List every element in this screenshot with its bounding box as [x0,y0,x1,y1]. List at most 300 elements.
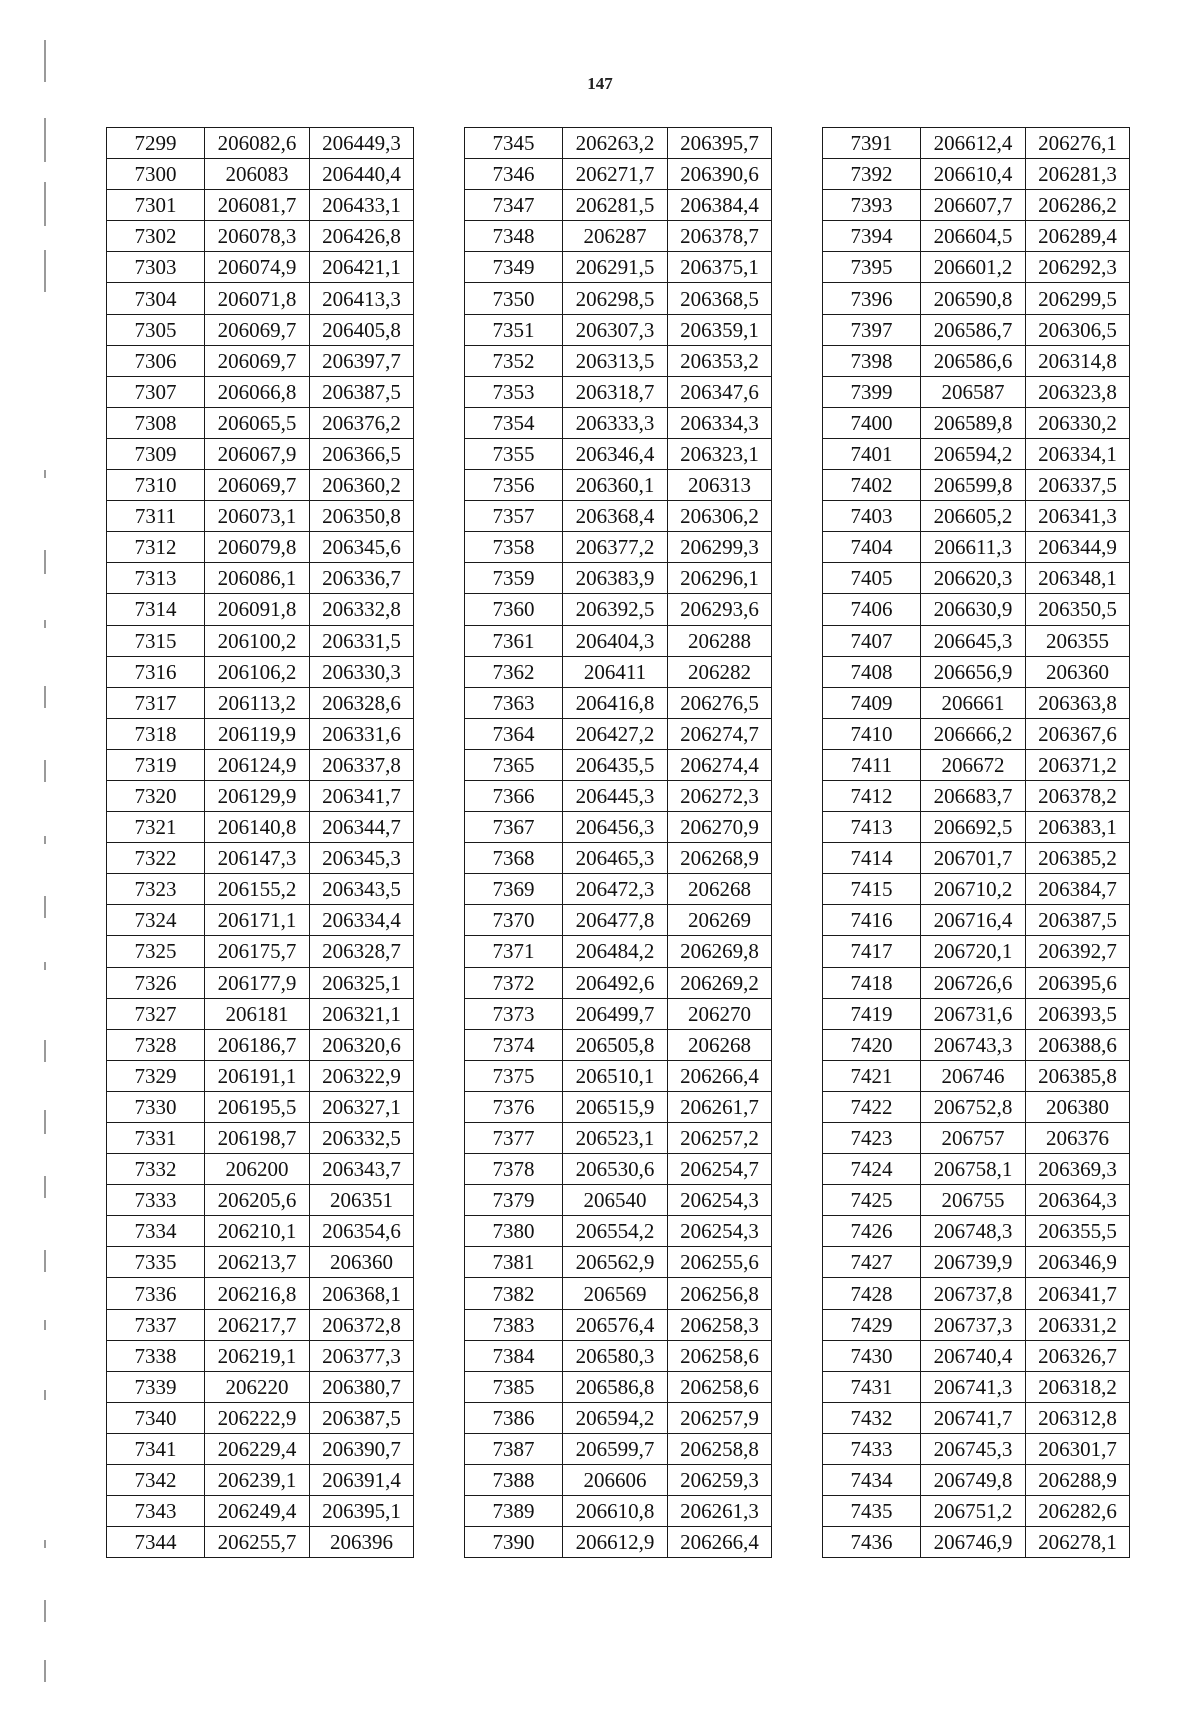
y-coordinate-cell: 206380,7 [310,1371,414,1402]
y-coordinate-cell: 206346,9 [1026,1247,1130,1278]
point-number-cell: 7355 [465,438,563,469]
table-row [107,221,414,252]
table-row [107,283,414,314]
y-coordinate-cell: 206341,3 [1026,501,1130,532]
point-number-cell: 7318 [107,718,205,749]
table-row [107,1278,414,1309]
point-number-cell: 7425 [823,1185,921,1216]
point-number-cell: 7340 [107,1402,205,1433]
y-coordinate-cell: 206396 [310,1527,414,1558]
x-coordinate-cell: 206580,3 [563,1340,668,1371]
x-coordinate-cell: 206213,7 [205,1247,310,1278]
point-number-cell: 7398 [823,345,921,376]
point-number-cell: 7314 [107,594,205,625]
table-row [465,1527,772,1558]
x-coordinate-cell: 206271,7 [563,159,668,190]
point-number-cell: 7335 [107,1247,205,1278]
y-coordinate-cell: 206321,1 [310,998,414,1029]
x-coordinate-cell: 206726,6 [921,967,1026,998]
x-coordinate-cell: 206106,2 [205,656,310,687]
table-row [823,314,1130,345]
point-number-cell: 7424 [823,1154,921,1185]
x-coordinate-cell: 206748,3 [921,1216,1026,1247]
table-row [107,1340,414,1371]
table-row [107,998,414,1029]
point-number-cell: 7328 [107,1029,205,1060]
table-row [823,780,1130,811]
table-row [107,252,414,283]
x-coordinate-cell: 206612,4 [921,128,1026,159]
point-number-cell: 7388 [465,1465,563,1496]
table-row [823,874,1130,905]
x-coordinate-cell: 206175,7 [205,936,310,967]
table-row [465,812,772,843]
y-coordinate-cell: 206395,1 [310,1496,414,1527]
y-coordinate-cell: 206332,5 [310,1123,414,1154]
x-coordinate-cell: 206216,8 [205,1278,310,1309]
x-coordinate-cell: 206071,8 [205,283,310,314]
y-coordinate-cell: 206268 [668,874,772,905]
table-row [107,314,414,345]
y-coordinate-cell: 206334,3 [668,407,772,438]
x-coordinate-cell: 206499,7 [563,998,668,1029]
y-coordinate-cell: 206270,9 [668,812,772,843]
y-coordinate-cell: 206350,8 [310,501,414,532]
table-row [465,159,772,190]
point-number-cell: 7371 [465,936,563,967]
x-coordinate-cell: 206392,5 [563,594,668,625]
x-coordinate-cell: 206191,1 [205,1060,310,1091]
y-coordinate-cell: 206286,2 [1026,190,1130,221]
y-coordinate-cell: 206372,8 [310,1309,414,1340]
y-coordinate-cell: 206355,5 [1026,1216,1130,1247]
x-coordinate-cell: 206586,8 [563,1371,668,1402]
y-coordinate-cell: 206334,4 [310,905,414,936]
table-row [823,625,1130,656]
table-row [107,1371,414,1402]
y-coordinate-cell: 206337,8 [310,749,414,780]
y-coordinate-cell: 206257,9 [668,1402,772,1433]
y-coordinate-cell: 206292,3 [1026,252,1130,283]
table-row [465,532,772,563]
x-coordinate-cell: 206505,8 [563,1029,668,1060]
table-row [465,998,772,1029]
x-coordinate-cell: 206086,1 [205,563,310,594]
y-coordinate-cell: 206269 [668,905,772,936]
y-coordinate-cell: 206375,1 [668,252,772,283]
table-row [107,1123,414,1154]
x-coordinate-cell: 206177,9 [205,967,310,998]
point-number-cell: 7389 [465,1496,563,1527]
y-coordinate-cell: 206282,6 [1026,1496,1130,1527]
x-coordinate-cell: 206113,2 [205,687,310,718]
point-number-cell: 7320 [107,780,205,811]
y-coordinate-cell: 206344,9 [1026,532,1130,563]
point-number-cell: 7394 [823,221,921,252]
table-row [823,594,1130,625]
point-number-cell: 7434 [823,1465,921,1496]
table-row [823,843,1130,874]
point-number-cell: 7373 [465,998,563,1029]
point-number-cell: 7357 [465,501,563,532]
y-coordinate-cell: 206322,9 [310,1060,414,1091]
point-number-cell: 7304 [107,283,205,314]
point-number-cell: 7378 [465,1154,563,1185]
table-row [465,563,772,594]
coordinates-table-2 [464,127,772,1558]
x-coordinate-cell: 206594,2 [921,438,1026,469]
y-coordinate-cell: 206318,2 [1026,1371,1130,1402]
point-number-cell: 7310 [107,470,205,501]
table-row [107,1496,414,1527]
table-row [823,470,1130,501]
point-number-cell: 7313 [107,563,205,594]
table-row [823,1060,1130,1091]
y-coordinate-cell: 206392,7 [1026,936,1130,967]
y-coordinate-cell: 206387,5 [310,376,414,407]
table-row [823,1154,1130,1185]
table-row [465,594,772,625]
table-row [465,905,772,936]
y-coordinate-cell: 206385,2 [1026,843,1130,874]
point-number-cell: 7370 [465,905,563,936]
y-coordinate-cell: 206384,4 [668,190,772,221]
x-coordinate-cell: 206219,1 [205,1340,310,1371]
x-coordinate-cell: 206477,8 [563,905,668,936]
table-row [465,314,772,345]
table-row [465,936,772,967]
point-number-cell: 7381 [465,1247,563,1278]
x-coordinate-cell: 206427,2 [563,718,668,749]
x-coordinate-cell: 206377,2 [563,532,668,563]
point-number-cell: 7432 [823,1402,921,1433]
y-coordinate-cell: 206385,8 [1026,1060,1130,1091]
table-row [107,345,414,376]
y-coordinate-cell: 206269,8 [668,936,772,967]
coordinates-table-1 [106,127,414,1558]
x-coordinate-cell: 206720,1 [921,936,1026,967]
x-coordinate-cell: 206749,8 [921,1465,1026,1496]
y-coordinate-cell: 206371,2 [1026,749,1130,780]
coordinates-table-3 [822,127,1130,1558]
table-row [465,470,772,501]
x-coordinate-cell: 206140,8 [205,812,310,843]
point-number-cell: 7302 [107,221,205,252]
x-coordinate-cell: 206222,9 [205,1402,310,1433]
x-coordinate-cell: 206599,8 [921,470,1026,501]
point-number-cell: 7416 [823,905,921,936]
table-row [107,780,414,811]
x-coordinate-cell: 206066,8 [205,376,310,407]
x-coordinate-cell: 206612,9 [563,1527,668,1558]
x-coordinate-cell: 206281,5 [563,190,668,221]
point-number-cell: 7343 [107,1496,205,1527]
y-coordinate-cell: 206344,7 [310,812,414,843]
point-number-cell: 7407 [823,625,921,656]
y-coordinate-cell: 206306,2 [668,501,772,532]
y-coordinate-cell: 206348,1 [1026,563,1130,594]
y-coordinate-cell: 206268,9 [668,843,772,874]
y-coordinate-cell: 206325,1 [310,967,414,998]
point-number-cell: 7305 [107,314,205,345]
table-row [465,1029,772,1060]
y-coordinate-cell: 206343,7 [310,1154,414,1185]
x-coordinate-cell: 206630,9 [921,594,1026,625]
table-row [465,1465,772,1496]
point-number-cell: 7383 [465,1309,563,1340]
y-coordinate-cell: 206337,5 [1026,470,1130,501]
table-row [107,1309,414,1340]
x-coordinate-cell: 206217,7 [205,1309,310,1340]
table-row [465,718,772,749]
x-coordinate-cell: 206069,7 [205,345,310,376]
x-coordinate-cell: 206587 [921,376,1026,407]
y-coordinate-cell: 206341,7 [310,780,414,811]
y-coordinate-cell: 206258,6 [668,1340,772,1371]
x-coordinate-cell: 206081,7 [205,190,310,221]
y-coordinate-cell: 206395,7 [668,128,772,159]
x-coordinate-cell: 206741,7 [921,1402,1026,1433]
table-row [823,936,1130,967]
y-coordinate-cell: 206306,5 [1026,314,1130,345]
y-coordinate-cell: 206363,8 [1026,687,1130,718]
x-coordinate-cell: 206065,5 [205,407,310,438]
table-row [465,967,772,998]
table-row [823,190,1130,221]
point-number-cell: 7331 [107,1123,205,1154]
point-number-cell: 7341 [107,1433,205,1464]
table-row [823,438,1130,469]
table-row [823,1123,1130,1154]
table-row [107,1527,414,1558]
x-coordinate-cell: 206590,8 [921,283,1026,314]
table-row [823,283,1130,314]
table-row [823,905,1130,936]
point-number-cell: 7387 [465,1433,563,1464]
point-number-cell: 7324 [107,905,205,936]
x-coordinate-cell: 206078,3 [205,221,310,252]
x-coordinate-cell: 206333,3 [563,407,668,438]
table-row [107,1154,414,1185]
y-coordinate-cell: 206299,3 [668,532,772,563]
point-number-cell: 7299 [107,128,205,159]
point-number-cell: 7380 [465,1216,563,1247]
point-number-cell: 7396 [823,283,921,314]
table-row [823,221,1130,252]
x-coordinate-cell: 206620,3 [921,563,1026,594]
table-row [107,1433,414,1464]
table-row [107,159,414,190]
x-coordinate-cell: 206758,1 [921,1154,1026,1185]
table-row [107,190,414,221]
table-row [107,1091,414,1122]
point-number-cell: 7354 [465,407,563,438]
y-coordinate-cell: 206328,6 [310,687,414,718]
point-number-cell: 7385 [465,1371,563,1402]
point-number-cell: 7379 [465,1185,563,1216]
y-coordinate-cell: 206413,3 [310,283,414,314]
table-row [823,1371,1130,1402]
x-coordinate-cell: 206249,4 [205,1496,310,1527]
y-coordinate-cell: 206353,2 [668,345,772,376]
point-number-cell: 7391 [823,128,921,159]
table-row [107,967,414,998]
x-coordinate-cell: 206205,6 [205,1185,310,1216]
x-coordinate-cell: 206741,3 [921,1371,1026,1402]
x-coordinate-cell: 206710,2 [921,874,1026,905]
table-row [107,594,414,625]
x-coordinate-cell: 206562,9 [563,1247,668,1278]
table-row [823,1340,1130,1371]
table-row [823,501,1130,532]
y-coordinate-cell: 206331,6 [310,718,414,749]
point-number-cell: 7372 [465,967,563,998]
y-coordinate-cell: 206255,6 [668,1247,772,1278]
table-row [465,501,772,532]
point-number-cell: 7323 [107,874,205,905]
point-number-cell: 7382 [465,1278,563,1309]
scan-margin-marks [0,0,60,1709]
x-coordinate-cell: 206752,8 [921,1091,1026,1122]
y-coordinate-cell: 206312,8 [1026,1402,1130,1433]
table-row [465,1247,772,1278]
y-coordinate-cell: 206347,6 [668,376,772,407]
y-coordinate-cell: 206276,5 [668,687,772,718]
table-row [465,843,772,874]
x-coordinate-cell: 206666,2 [921,718,1026,749]
y-coordinate-cell: 206261,3 [668,1496,772,1527]
table-row [823,967,1130,998]
table-row [107,1402,414,1433]
x-coordinate-cell: 206523,1 [563,1123,668,1154]
x-coordinate-cell: 206100,2 [205,625,310,656]
point-number-cell: 7426 [823,1216,921,1247]
y-coordinate-cell: 206369,3 [1026,1154,1130,1185]
table-row [107,687,414,718]
x-coordinate-cell: 206607,7 [921,190,1026,221]
y-coordinate-cell: 206256,8 [668,1278,772,1309]
point-number-cell: 7367 [465,812,563,843]
point-number-cell: 7344 [107,1527,205,1558]
y-coordinate-cell: 206360 [1026,656,1130,687]
x-coordinate-cell: 206492,6 [563,967,668,998]
y-coordinate-cell: 206367,6 [1026,718,1130,749]
table-row [823,1433,1130,1464]
point-number-cell: 7322 [107,843,205,874]
x-coordinate-cell: 206195,5 [205,1091,310,1122]
x-coordinate-cell: 206731,6 [921,998,1026,1029]
table-row [465,1340,772,1371]
point-number-cell: 7362 [465,656,563,687]
table-row [823,532,1130,563]
point-number-cell: 7368 [465,843,563,874]
x-coordinate-cell: 206171,1 [205,905,310,936]
table-row [465,1371,772,1402]
table-row [465,221,772,252]
y-coordinate-cell: 206397,7 [310,345,414,376]
x-coordinate-cell: 206404,3 [563,625,668,656]
table-row [107,376,414,407]
y-coordinate-cell: 206293,6 [668,594,772,625]
table-row [465,1216,772,1247]
y-coordinate-cell: 206345,3 [310,843,414,874]
table-row [107,563,414,594]
table-row [107,812,414,843]
table-row [823,159,1130,190]
x-coordinate-cell: 206456,3 [563,812,668,843]
y-coordinate-cell: 206254,7 [668,1154,772,1185]
y-coordinate-cell: 206258,3 [668,1309,772,1340]
point-number-cell: 7308 [107,407,205,438]
table-row [823,563,1130,594]
x-coordinate-cell: 206069,7 [205,470,310,501]
y-coordinate-cell: 206393,5 [1026,998,1130,1029]
x-coordinate-cell: 206073,1 [205,501,310,532]
point-number-cell: 7349 [465,252,563,283]
table-row [823,749,1130,780]
y-coordinate-cell: 206276,1 [1026,128,1130,159]
point-number-cell: 7393 [823,190,921,221]
x-coordinate-cell: 206239,1 [205,1465,310,1496]
x-coordinate-cell: 206757 [921,1123,1026,1154]
point-number-cell: 7303 [107,252,205,283]
table-row [823,1247,1130,1278]
y-coordinate-cell: 206268 [668,1029,772,1060]
point-number-cell: 7315 [107,625,205,656]
y-coordinate-cell: 206355 [1026,625,1130,656]
x-coordinate-cell: 206586,6 [921,345,1026,376]
x-coordinate-cell: 206692,5 [921,812,1026,843]
y-coordinate-cell: 206440,4 [310,159,414,190]
x-coordinate-cell: 206368,4 [563,501,668,532]
x-coordinate-cell: 206599,7 [563,1433,668,1464]
x-coordinate-cell: 206198,7 [205,1123,310,1154]
y-coordinate-cell: 206323,1 [668,438,772,469]
x-coordinate-cell: 206079,8 [205,532,310,563]
point-number-cell: 7414 [823,843,921,874]
x-coordinate-cell: 206601,2 [921,252,1026,283]
y-coordinate-cell: 206395,6 [1026,967,1130,998]
table-row [465,283,772,314]
y-coordinate-cell: 206254,3 [668,1185,772,1216]
x-coordinate-cell: 206605,2 [921,501,1026,532]
x-coordinate-cell: 206739,9 [921,1247,1026,1278]
x-coordinate-cell: 206661 [921,687,1026,718]
x-coordinate-cell: 206589,8 [921,407,1026,438]
x-coordinate-cell: 206313,5 [563,345,668,376]
x-coordinate-cell: 206411 [563,656,668,687]
point-number-cell: 7311 [107,501,205,532]
x-coordinate-cell: 206255,7 [205,1527,310,1558]
table-row [107,501,414,532]
y-coordinate-cell: 206354,6 [310,1216,414,1247]
point-number-cell: 7317 [107,687,205,718]
point-number-cell: 7401 [823,438,921,469]
y-coordinate-cell: 206266,4 [668,1527,772,1558]
table-row [465,345,772,376]
table-row [107,438,414,469]
x-coordinate-cell: 206069,7 [205,314,310,345]
table-row [107,1029,414,1060]
x-coordinate-cell: 206307,3 [563,314,668,345]
table-row [823,345,1130,376]
table-row [107,718,414,749]
y-coordinate-cell: 206383,1 [1026,812,1130,843]
x-coordinate-cell: 206656,9 [921,656,1026,687]
point-number-cell: 7423 [823,1123,921,1154]
x-coordinate-cell: 206746,9 [921,1527,1026,1558]
y-coordinate-cell: 206259,3 [668,1465,772,1496]
